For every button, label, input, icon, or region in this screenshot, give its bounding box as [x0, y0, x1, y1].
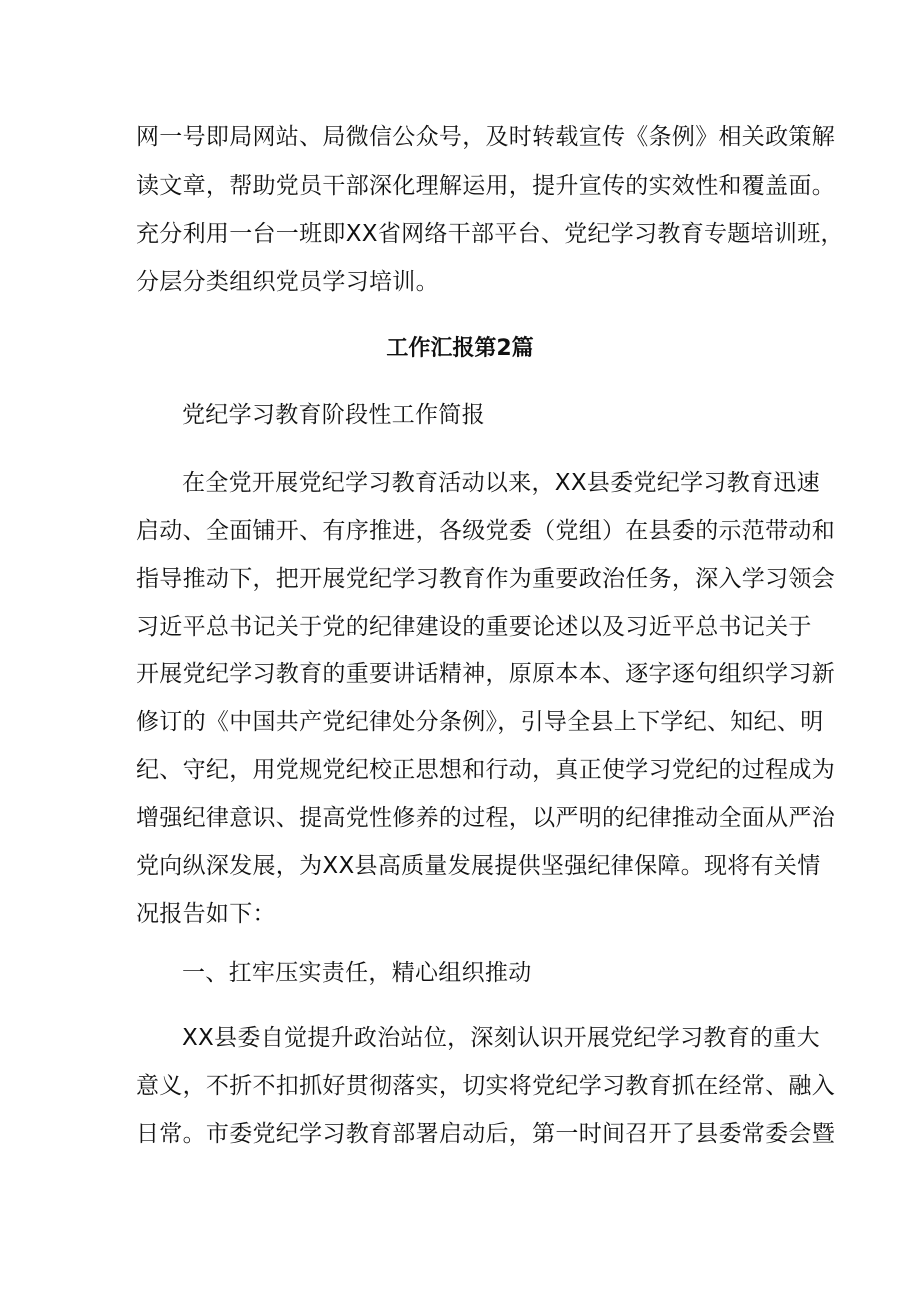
intro-line-6: 修订的《中国共产党纪律处分条例》，引导全县上下学纪、知纪、明 [136, 709, 824, 735]
section-title: 工作汇报第2篇 [386, 336, 534, 361]
section-heading: 一、扛牢压实责任，精心组织推动 [182, 960, 532, 986]
continuation-line-4: 分层分类组织党员学习培训。 [136, 269, 439, 295]
section-body-line-3: 日常。市委党纪学习教育部署启动后，第一时间召开了县委常委会暨 [136, 1121, 835, 1147]
intro-line-2: 启动、全面铺开、有序推进，各级党委（党组）在县委的示范带动和 [136, 518, 835, 544]
intro-line-9: 党向纵深发展，为XX县高质量发展提供坚强纪律保障。现将有关情 [136, 853, 821, 879]
intro-line-7: 纪、守纪，用党规党纪校正思想和行动，真正使学习党纪的过程成为 [136, 757, 835, 783]
intro-line-3: 指导推动下，把开展党纪学习教育作为重要政治任务，深入学习领会 [136, 566, 835, 592]
continuation-line-2: 读文章，帮助党员干部深化理解运用，提升宣传的实效性和覆盖面。 [136, 173, 835, 199]
intro-line-5: 开展党纪学习教育的重要讲话精神，原原本本、逐字逐句组织学习新 [136, 661, 835, 687]
section-body-line-1: XX县委自觉提升政治站位，深刻认识开展党纪学习教育的重大 [182, 1025, 820, 1051]
continuation-line-1: 网一号即局网站、局微信公众号，及时转载宣传《条例》相关政策解 [136, 124, 835, 150]
intro-line-10: 况报告如下： [136, 901, 276, 927]
section-body-line-2: 意义，不折不扣抓好贯彻落实，切实将党纪学习教育抓在经常、融入 [136, 1073, 835, 1099]
intro-line-1: 在全党开展党纪学习教育活动以来，XX县委党纪学习教育迅速 [182, 470, 820, 496]
intro-line-8: 增强纪律意识、提高党性修养的过程，以严明的纪律推动全面从严治 [136, 805, 835, 831]
subtitle: 党纪学习教育阶段性工作简报 [182, 402, 485, 428]
continuation-line-3: 充分利用一台一班即XX省网络干部平台、党纪学习教育专题培训班， [136, 221, 844, 247]
intro-line-4: 习近平总书记关于党的纪律建设的重要论述以及习近平总书记关于 [136, 614, 812, 640]
